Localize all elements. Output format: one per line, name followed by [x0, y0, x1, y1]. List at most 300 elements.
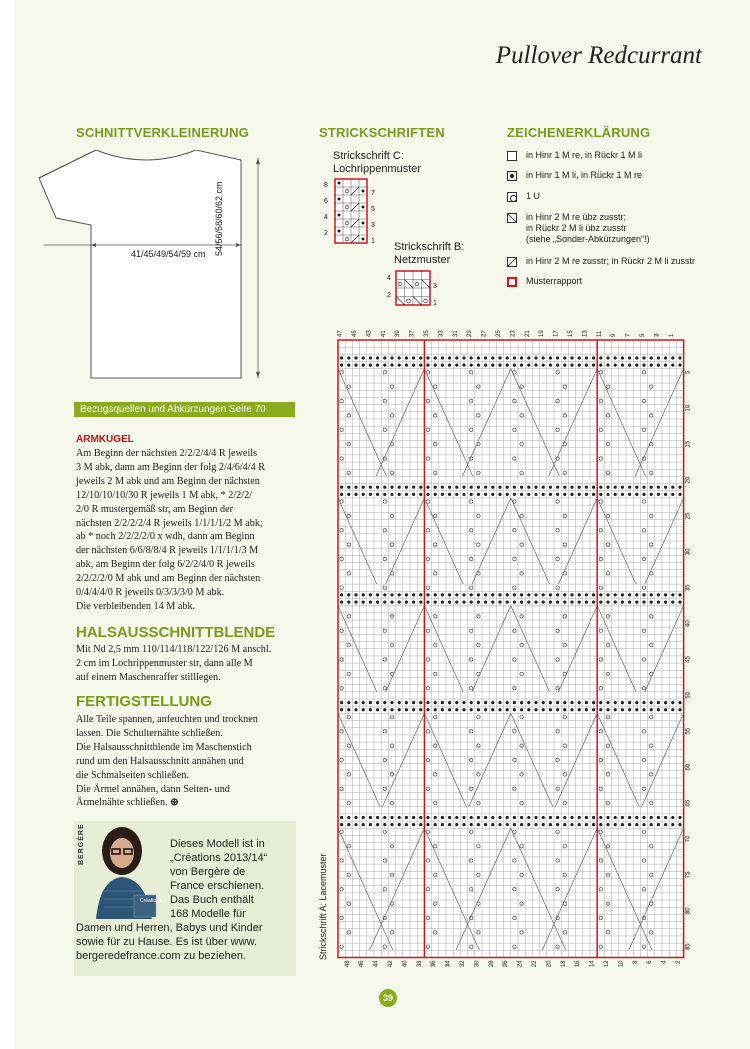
purl-stitch-mark	[362, 493, 365, 496]
purl-stitch-mark	[383, 493, 386, 496]
purl-stitch-mark	[340, 701, 343, 704]
purl-stitch-mark	[556, 600, 559, 603]
purl-stitch-mark	[570, 823, 573, 826]
armkugel-heading: ARMKUGEL	[76, 434, 134, 445]
purl-stitch-mark	[650, 356, 653, 359]
purl-stitch-mark	[470, 364, 473, 367]
purl-stitch-mark	[563, 364, 566, 367]
purl-stitch-mark	[570, 356, 573, 359]
purl-stitch-mark	[534, 364, 537, 367]
purl-stitch-mark	[606, 356, 609, 359]
purl-stitch-mark	[470, 816, 473, 819]
purl-stitch-mark	[470, 701, 473, 704]
purl-stitch-mark	[354, 493, 357, 496]
column-number-top: 5	[640, 333, 646, 337]
purl-stitch-mark	[527, 493, 530, 496]
empty-square-icon	[507, 151, 517, 161]
purl-stitch-mark	[455, 708, 458, 711]
purl-stitch-mark	[585, 493, 588, 496]
purl-stitch-mark	[455, 600, 458, 603]
purl-stitch-mark	[635, 593, 638, 596]
text-line: Das Buch enthält	[170, 894, 254, 906]
purl-stitch-mark	[362, 486, 365, 489]
text-line: lassen. Die Schulternähte schließen.	[76, 727, 223, 739]
purl-stitch-mark	[441, 600, 444, 603]
text-line: 2/2/2/2/0 M abk und am Beginn der nächsten	[76, 573, 261, 585]
purl-stitch-mark	[412, 493, 415, 496]
purl-stitch-mark	[441, 701, 444, 704]
column-number-bottom: 36	[431, 960, 438, 968]
chart-c-right-numbers	[371, 186, 375, 250]
purl-stitch-mark	[434, 600, 437, 603]
purl-stitch-mark	[570, 493, 573, 496]
purl-stitch-mark	[671, 486, 674, 489]
column-number-top: 23	[510, 330, 517, 337]
purl-stitch-mark	[549, 364, 552, 367]
purl-stitch-mark	[434, 364, 437, 367]
purl-stitch-mark	[635, 823, 638, 826]
purl-stitch-mark	[606, 600, 609, 603]
purl-stitch-mark	[520, 356, 523, 359]
purl-stitch-mark	[347, 600, 350, 603]
purl-stitch-mark	[578, 356, 581, 359]
legend-item-repeat	[507, 276, 582, 287]
row-number: 70	[685, 835, 692, 843]
column-number-bottom: 4	[661, 960, 668, 964]
purl-stitch-mark	[585, 701, 588, 704]
purl-stitch-mark	[484, 356, 487, 359]
purl-stitch-mark	[434, 701, 437, 704]
purl-stitch-mark	[477, 593, 480, 596]
purl-stitch-mark	[506, 816, 509, 819]
purl-stitch-mark	[657, 701, 660, 704]
purl-stitch-mark	[534, 701, 537, 704]
purl-stitch-mark	[340, 493, 343, 496]
purl-stitch-mark	[606, 364, 609, 367]
purl-stitch-mark	[412, 823, 415, 826]
chart-b-title	[394, 241, 464, 267]
purl-stitch-mark	[354, 701, 357, 704]
purl-stitch-mark	[542, 701, 545, 704]
purl-stitch-mark	[484, 593, 487, 596]
purl-stitch-mark	[542, 493, 545, 496]
purl-stitch-mark	[347, 486, 350, 489]
purl-stitch-mark	[678, 364, 681, 367]
column-number-bottom: 38	[416, 960, 423, 968]
legend-item-knit	[507, 150, 642, 161]
purl-stitch-mark	[383, 364, 386, 367]
purl-stitch-mark	[570, 486, 573, 489]
purl-stitch-mark	[405, 701, 408, 704]
purl-stitch-mark	[606, 708, 609, 711]
row-number: 30	[685, 548, 692, 556]
text-line: Alle Teile spannen, anfeuchten und trocknen	[76, 714, 258, 725]
column-number-bottom: 22	[532, 960, 538, 968]
model-photo	[74, 821, 166, 919]
purl-stitch-mark	[376, 486, 379, 489]
purl-stitch-mark	[642, 708, 645, 711]
purl-stitch-mark	[635, 816, 638, 819]
purl-stitch-mark	[441, 823, 444, 826]
purl-stitch-mark	[534, 708, 537, 711]
purl-stitch-mark	[398, 823, 401, 826]
purl-stitch-mark	[671, 356, 674, 359]
purl-stitch-mark	[563, 708, 566, 711]
purl-stitch-mark	[635, 708, 638, 711]
purl-stitch-mark	[405, 708, 408, 711]
purl-stitch-mark	[347, 701, 350, 704]
promo-text-full	[76, 921, 294, 963]
purl-stitch-mark	[599, 486, 602, 489]
purl-stitch-mark	[354, 600, 357, 603]
purl-stitch-mark	[448, 493, 451, 496]
purl-stitch-mark	[405, 823, 408, 826]
purl-stitch-mark	[635, 364, 638, 367]
purl-stitch-mark	[347, 593, 350, 596]
purl-stitch-mark	[621, 356, 624, 359]
purl-stitch-mark	[628, 356, 631, 359]
column-number-top: 37	[409, 330, 416, 337]
chart-b-grid	[393, 268, 435, 308]
purl-stitch-mark	[491, 816, 494, 819]
text-line: die Schmalseiten schließen.	[76, 769, 189, 781]
purl-stitch-mark	[434, 816, 437, 819]
purl-stitch-mark	[390, 593, 393, 596]
purl-stitch-mark	[635, 486, 638, 489]
purl-stitch-mark	[678, 823, 681, 826]
purl-stitch-mark	[527, 364, 530, 367]
purl-stitch-mark	[578, 708, 581, 711]
row-number: 50	[685, 692, 692, 699]
purl-stitch-mark	[426, 816, 429, 819]
purl-stitch-mark	[599, 493, 602, 496]
purl-stitch-mark	[671, 600, 674, 603]
purl-stitch-mark	[354, 593, 357, 596]
chart-c-row-num: 7	[371, 190, 375, 197]
purl-stitch-mark	[390, 708, 393, 711]
purl-stitch-mark	[542, 593, 545, 596]
purl-stitch-mark	[621, 493, 624, 496]
purl-stitch-mark	[347, 816, 350, 819]
purl-stitch-mark	[369, 486, 372, 489]
chart-c-row-num: 1	[371, 238, 375, 245]
purl-stitch-mark	[549, 823, 552, 826]
purl-stitch-mark	[376, 593, 379, 596]
column-number-bottom: 28	[488, 960, 495, 968]
purl-stitch-mark	[520, 816, 523, 819]
purl-stitch-mark	[506, 593, 509, 596]
purl-stitch-mark	[419, 593, 422, 596]
purl-stitch-mark	[498, 701, 501, 704]
purl-stitch-mark	[657, 600, 660, 603]
purl-stitch-mark	[383, 600, 386, 603]
column-number-bottom: 30	[474, 960, 481, 968]
purl-stitch-mark	[412, 708, 415, 711]
purl-stitch-mark	[477, 701, 480, 704]
purl-stitch-mark	[354, 364, 357, 367]
purl-stitch-mark	[664, 701, 667, 704]
purl-stitch-mark	[419, 364, 422, 367]
purl-stitch-mark	[650, 701, 653, 704]
purl-stitch-mark	[405, 593, 408, 596]
purl-stitch-mark	[412, 356, 415, 359]
purl-stitch-mark	[398, 708, 401, 711]
purl-stitch-mark	[527, 356, 530, 359]
purl-stitch-mark	[671, 708, 674, 711]
purl-stitch-mark	[585, 816, 588, 819]
purl-stitch-mark	[376, 708, 379, 711]
purl-stitch-mark	[455, 816, 458, 819]
purl-stitch-mark	[657, 364, 660, 367]
purl-stitch-mark	[506, 364, 509, 367]
column-number-bottom: 40	[402, 960, 409, 968]
column-number-top: 41	[380, 330, 387, 337]
purl-stitch-mark	[599, 708, 602, 711]
purl-stitch-mark	[592, 701, 595, 704]
purl-stitch-mark	[642, 600, 645, 603]
purl-stitch-mark	[621, 593, 624, 596]
column-number-top: 3	[654, 333, 661, 337]
purl-stitch-mark	[534, 486, 537, 489]
purl-stitch-mark	[599, 816, 602, 819]
purl-stitch-mark	[376, 493, 379, 496]
purl-stitch-mark	[426, 486, 429, 489]
purl-stitch-mark	[578, 600, 581, 603]
purl-stitch-mark	[650, 708, 653, 711]
purl-stitch-mark	[650, 593, 653, 596]
column-number-top: 29	[467, 330, 474, 337]
purl-stitch-mark	[614, 486, 617, 489]
column-number-top: 13	[582, 330, 589, 337]
purl-stitch-mark	[484, 600, 487, 603]
row-number: 55	[685, 727, 692, 735]
row-number: 85	[685, 943, 692, 951]
purl-stitch-mark	[628, 708, 631, 711]
purl-stitch-mark	[362, 708, 365, 711]
legend-item-k2tog	[507, 256, 695, 267]
purl-stitch-mark	[520, 600, 523, 603]
purl-stitch-mark	[354, 823, 357, 826]
purl-stitch-mark	[506, 708, 509, 711]
chart-c-title-line2: Lochrippenmuster	[333, 163, 422, 175]
purl-stitch-mark	[520, 493, 523, 496]
purl-stitch-mark	[470, 493, 473, 496]
purl-stitch-mark	[606, 816, 609, 819]
purl-stitch-mark	[549, 600, 552, 603]
legend-item-yarnover	[507, 191, 540, 202]
purl-stitch-mark	[426, 493, 429, 496]
purl-stitch-mark	[520, 823, 523, 826]
purl-stitch-mark	[635, 701, 638, 704]
purl-stitch-mark	[506, 486, 509, 489]
text-line: „Créations 2013/14“	[170, 852, 268, 864]
purl-stitch-mark	[369, 708, 372, 711]
purl-stitch-mark	[484, 816, 487, 819]
purl-stitch-mark	[628, 593, 631, 596]
purl-stitch-mark	[585, 486, 588, 489]
column-number-bottom: 46	[359, 960, 366, 968]
purl-stitch-mark	[650, 364, 653, 367]
purl-stitch-mark	[678, 816, 681, 819]
purl-stitch-mark	[383, 701, 386, 704]
purl-stitch-mark	[635, 356, 638, 359]
purl-stitch-mark	[614, 823, 617, 826]
purl-stitch-mark	[628, 816, 631, 819]
legend-text: in Hinr 2 M re zusstr; in Rückr 2 M li zusstr	[526, 256, 696, 266]
purl-stitch-mark	[570, 364, 573, 367]
purl-stitch-mark	[542, 823, 545, 826]
text-line: 0/4/4/4/0 R jeweils 0/3/3/3/0 M abk.	[76, 587, 225, 599]
purl-stitch-mark	[556, 486, 559, 489]
text-line: von Bergère de	[170, 866, 246, 878]
text-line: Am Beginn der nächsten 2/2/2/4/4 R jeweils	[76, 448, 258, 459]
purl-stitch-mark	[455, 486, 458, 489]
purl-stitch-mark	[398, 701, 401, 704]
purl-stitch-mark	[390, 816, 393, 819]
purl-stitch-mark	[556, 356, 559, 359]
purl-stitch-mark	[599, 364, 602, 367]
purl-stitch-mark	[671, 816, 674, 819]
purl-stitch-mark	[534, 356, 537, 359]
purl-stitch-mark	[534, 823, 537, 826]
purl-stitch-mark	[657, 356, 660, 359]
purl-stitch-mark	[628, 600, 631, 603]
purl-stitch-mark	[398, 356, 401, 359]
purl-stitch-mark	[340, 823, 343, 826]
purl-stitch-mark	[549, 486, 552, 489]
purl-stitch-mark	[405, 816, 408, 819]
purl-stitch-mark	[462, 356, 465, 359]
purl-stitch-mark	[455, 493, 458, 496]
purl-stitch-mark	[614, 593, 617, 596]
purl-stitch-mark	[606, 493, 609, 496]
purl-stitch-mark	[513, 356, 516, 359]
chart-b-right-numbers	[433, 278, 437, 312]
text-line: Dieses Modell ist in	[170, 838, 265, 850]
column-number-bottom: 10	[618, 960, 625, 968]
text-line: auf einem Maschenraffer stilllegen.	[76, 671, 221, 683]
text-line: 3 M abk, dann am Beginn der folg 2/4/6/4/4 R	[76, 461, 266, 473]
purl-stitch-mark	[642, 701, 645, 704]
purl-stitch-mark	[477, 356, 480, 359]
column-number-bottom: 6	[647, 960, 654, 964]
purl-stitch-mark	[664, 493, 667, 496]
purl-stitch-mark	[477, 493, 480, 496]
purl-stitch-mark	[614, 708, 617, 711]
purl-stitch-mark	[491, 486, 494, 489]
purl-stitch-mark	[657, 816, 660, 819]
purl-stitch-mark	[621, 701, 624, 704]
purl-stitch-mark	[470, 593, 473, 596]
purl-stitch-mark	[664, 356, 667, 359]
column-number-bottom: 42	[388, 960, 394, 968]
purl-stitch-mark	[477, 816, 480, 819]
column-number-top: 17	[553, 330, 560, 337]
purl-stitch-mark	[434, 356, 437, 359]
purl-stitch-mark	[578, 486, 581, 489]
purl-stitch-mark	[498, 816, 501, 819]
purl-stitch-mark	[621, 816, 624, 819]
purl-stitch-mark	[527, 600, 530, 603]
legend-text: in Hinr 1 M li, in Rückr 1 M re	[526, 170, 643, 180]
purl-stitch-mark	[426, 356, 429, 359]
purl-stitch-mark	[578, 823, 581, 826]
purl-stitch-mark	[664, 486, 667, 489]
purl-stitch-mark	[642, 823, 645, 826]
text-line: 2/0 R mustergemäß str, am Beginn der	[76, 503, 234, 515]
purl-stitch-mark	[412, 600, 415, 603]
purl-stitch-mark	[549, 708, 552, 711]
purl-stitch-mark	[491, 701, 494, 704]
purl-stitch-mark	[513, 486, 516, 489]
purl-stitch-mark	[340, 816, 343, 819]
text-line: 168 Modelle für	[170, 908, 246, 920]
purl-stitch-mark	[426, 701, 429, 704]
purl-stitch-mark	[340, 708, 343, 711]
column-number-bottom: 32	[460, 960, 466, 968]
purl-stitch-mark	[369, 364, 372, 367]
purl-stitch-mark	[570, 593, 573, 596]
text-line: 12/10/10/10/30 R jeweils 1 M abk, * 2/2/2/	[76, 489, 253, 501]
legend-item-purl	[507, 170, 642, 181]
purl-stitch-mark	[621, 486, 624, 489]
purl-stitch-mark	[462, 493, 465, 496]
purl-stitch-mark	[441, 593, 444, 596]
row-number: 25	[685, 512, 692, 520]
chart-b-left-numbers	[387, 270, 391, 304]
purl-stitch-mark	[650, 823, 653, 826]
purl-stitch-mark	[462, 816, 465, 819]
purl-stitch-mark	[542, 364, 545, 367]
row-number: 65	[685, 799, 692, 807]
purl-stitch-mark	[498, 593, 501, 596]
purl-stitch-mark	[455, 701, 458, 704]
purl-stitch-mark	[484, 708, 487, 711]
purl-stitch-mark	[534, 593, 537, 596]
row-number: 75	[685, 871, 692, 879]
column-number-top: 15	[568, 330, 574, 337]
purl-stitch-mark	[470, 486, 473, 489]
purl-stitch-mark	[542, 486, 545, 489]
purl-stitch-mark	[592, 486, 595, 489]
purl-stitch-mark	[628, 493, 631, 496]
purl-stitch-mark	[369, 593, 372, 596]
section-heading-schnitt: SCHNITTVERKLEINERUNG	[76, 125, 250, 140]
purl-stitch-mark	[462, 708, 465, 711]
promo-box	[74, 821, 296, 976]
purl-stitch-mark	[621, 823, 624, 826]
purl-stitch-mark	[398, 600, 401, 603]
purl-stitch-mark	[556, 816, 559, 819]
purl-stitch-mark	[498, 823, 501, 826]
purl-stitch-mark	[563, 816, 566, 819]
purl-stitch-mark	[592, 816, 595, 819]
purl-stitch-mark	[340, 600, 343, 603]
column-number-top: 9	[611, 333, 618, 337]
purl-stitch-mark	[362, 823, 365, 826]
promo-text-right	[170, 837, 294, 921]
purl-stitch-mark	[678, 356, 681, 359]
purl-stitch-mark	[592, 600, 595, 603]
chart-c-row-num: 8	[324, 182, 328, 189]
chart-c-left-numbers	[324, 178, 328, 242]
purl-stitch-mark	[419, 823, 422, 826]
legend-item-ssk	[507, 212, 650, 245]
chart-c-title	[333, 150, 421, 176]
purl-stitch-mark	[664, 364, 667, 367]
purl-stitch-mark	[614, 356, 617, 359]
halsausschnitt-heading: HALSAUSSCHNITTBLENDE	[76, 624, 276, 641]
